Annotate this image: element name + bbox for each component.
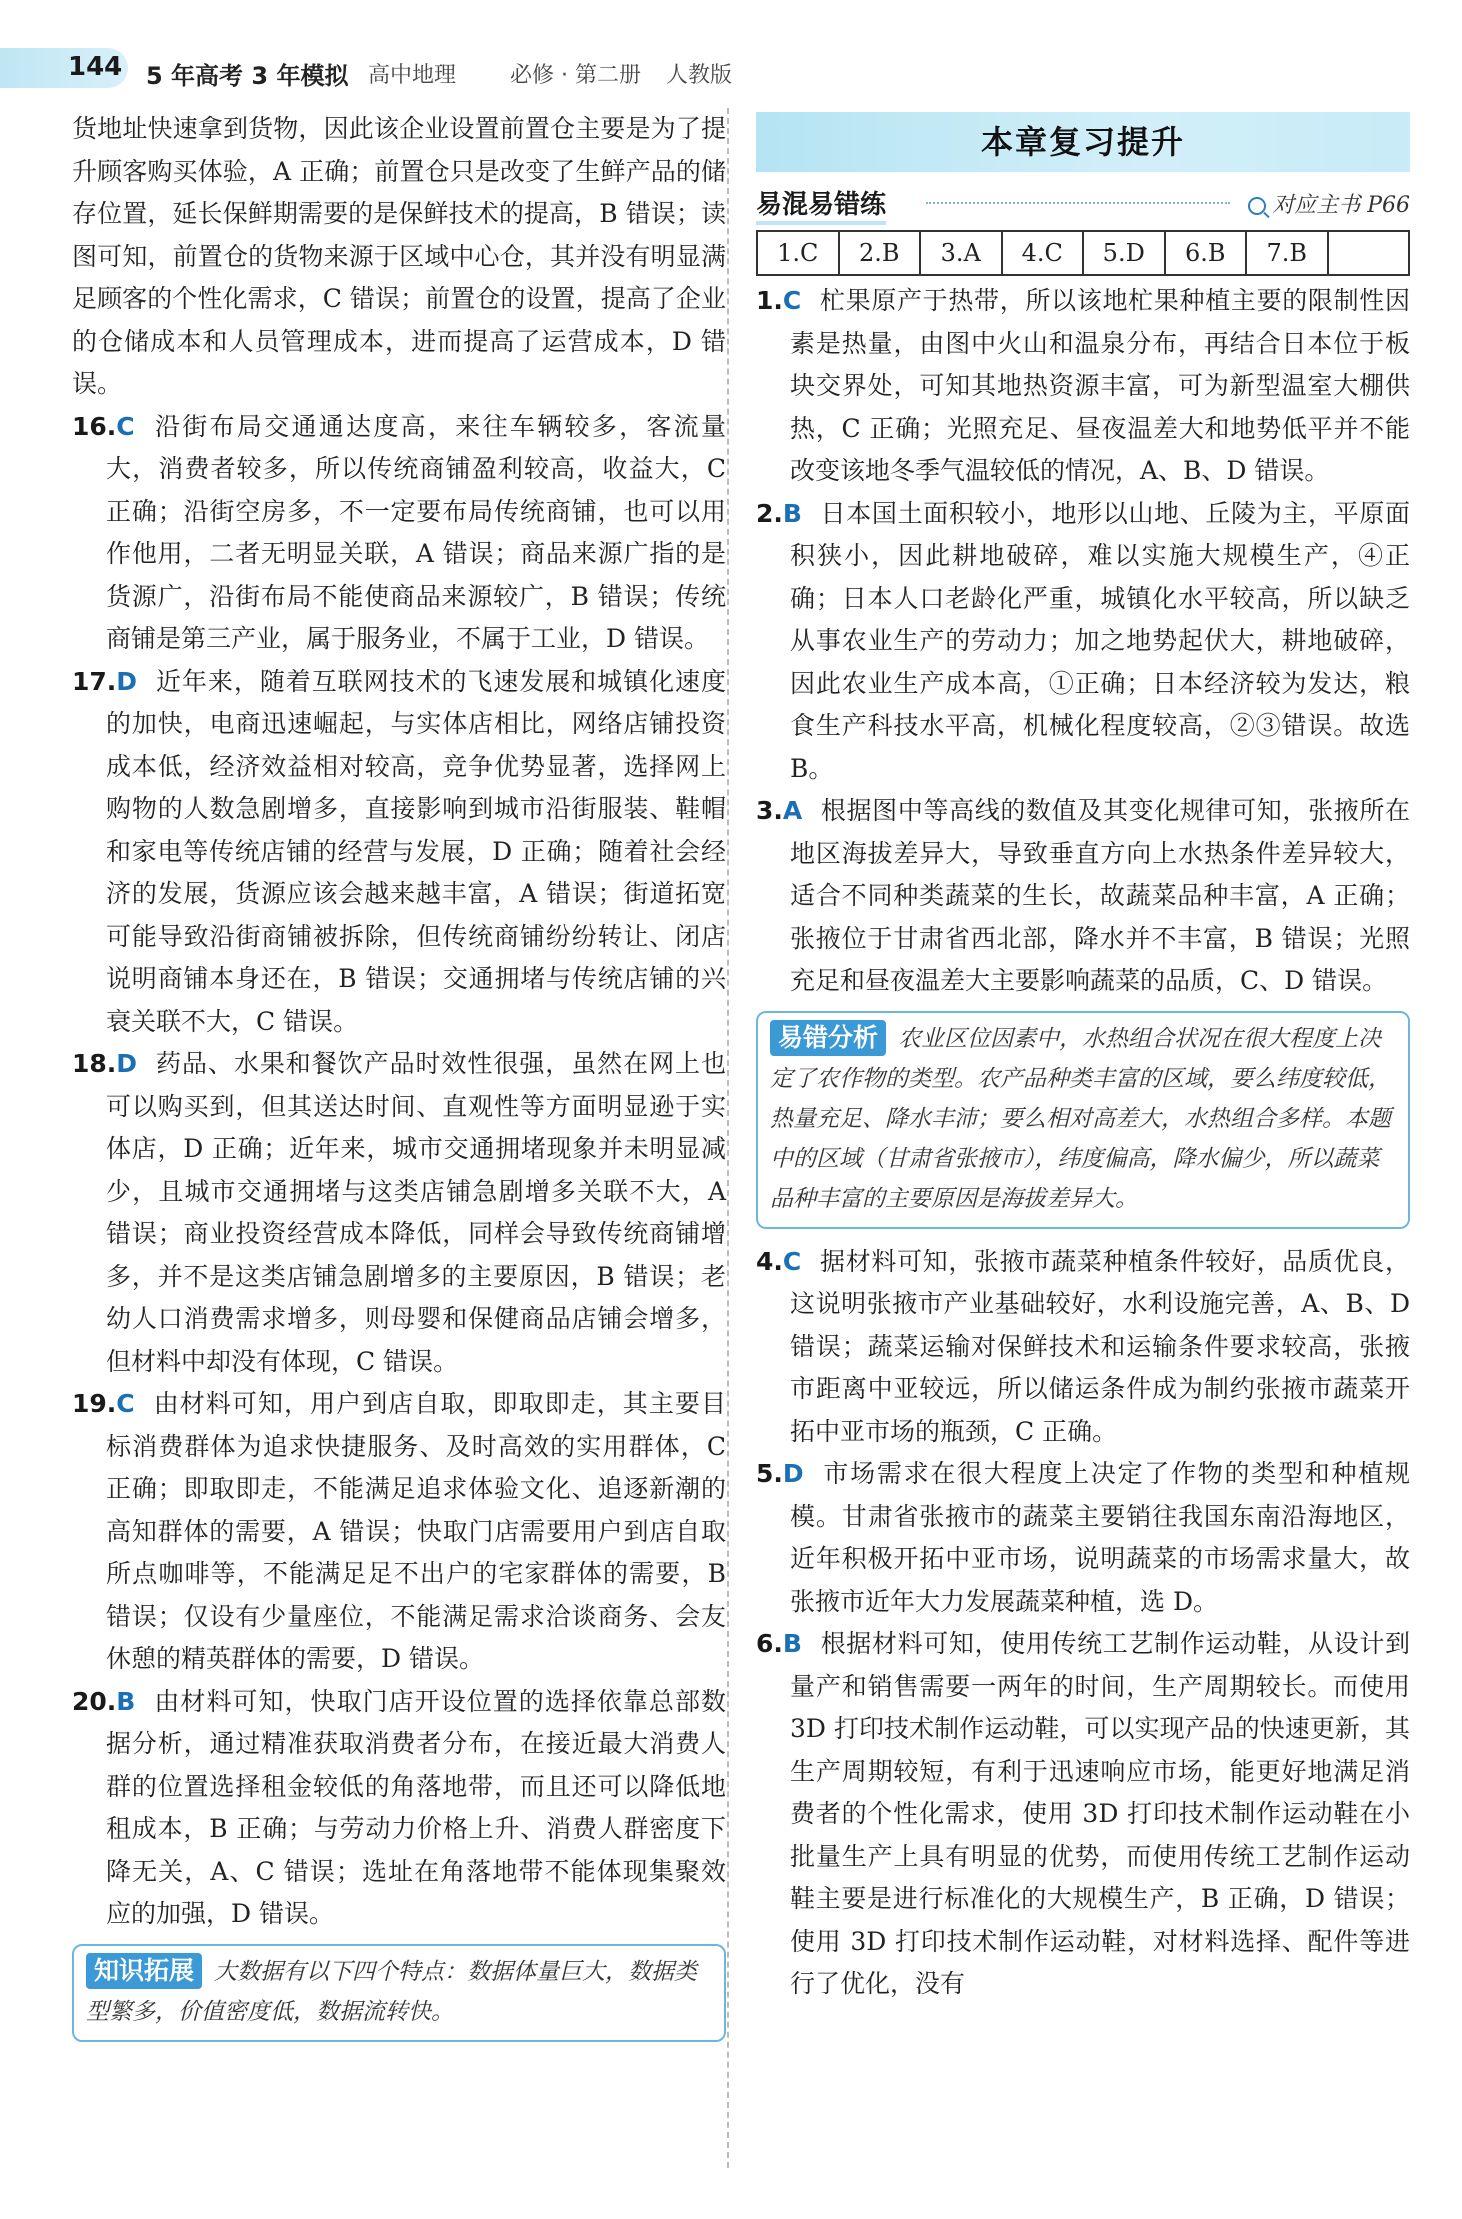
item-number: 5. — [756, 1459, 783, 1488]
item-answer: C — [116, 1389, 135, 1418]
item-explanation: 日本国土面积较小，地形以山地、丘陵为主，平原面积狭小，因此耕地破碎，难以实施大规模生产，④正确；日本人口老龄化严重，城镇化水平较高，所以缺乏从事农业生产的劳动力；加之地势起伏大，耕地破碎，因此农业生产成本高，①正确；日本经济较为发达，粮食生产科技水平高，机械化程度较高，②③错误。故选 B。 — [790, 498, 1410, 783]
answer-item-4 — [756, 1241, 1410, 1454]
item-explanation: 根据材料可知，使用传统工艺制作运动鞋，从设计到量产和销售需要一两年的时间，生产周期较长。而使用 3D 打印技术制作运动鞋，可以实现产品的快速更新，其生产周期较短，有利于迅速响应市场，能更好地满足消费者的个性化需求，使用 3D 打印技术制作运动鞋在小批量生产上具有明显的优势，而使用传统工艺制作运动鞋主要是进行标准化的大规模生产，B 正确，D 错误；使用 3D 打印技术制作运动鞋，对材料选择、配件等进行了优化，没有 — [790, 1629, 1410, 1998]
edition-label: 人教版 — [666, 63, 733, 88]
item-number: 4. — [756, 1246, 783, 1276]
item-explanation: 由材料可知，用户到店自取，即取即走，其主要目标消费群体为追求快捷服务、及时高效的实用群体，C 正确；即取即走，不能满足追求体验文化、追逐新潮的高知群体的需要，A 错误；快取门店需要用户到店自取所点咖啡等，不能满足足不出户的宅家群体的需要，B 错误；仅设有少量座位，不能满足需求洽谈商务、会友休憩的精英群体的需要，D 错误。 — [106, 1389, 726, 1673]
item-number: 18. — [72, 1049, 117, 1078]
item-number: 17. — [72, 666, 117, 696]
chapter-title: 本章复习提升 — [980, 123, 1185, 161]
page-header — [0, 48, 1462, 94]
item-answer: C — [782, 286, 802, 315]
answer-item-16 — [72, 406, 726, 661]
answer-cell: 4.C — [1002, 231, 1084, 275]
item-number: 3. — [756, 796, 783, 825]
item-answer: C — [782, 1246, 802, 1276]
left-column — [72, 108, 726, 2054]
chapter-banner — [756, 112, 1410, 172]
answer-item-19 — [72, 1383, 726, 1681]
answer-item-17 — [72, 661, 726, 1044]
answer-cell — [1328, 231, 1410, 275]
item-explanation: 根据图中等高线的数值及其变化规律可知，张掖所在地区海拔差异大，导致垂直方向上水热条件差异较大，适合不同种类蔬菜的生长，故蔬菜品种丰富，A 正确；张掖位于甘肃省西北部，降水并不丰富，B 错误；光照充足和昼夜温差大主要影响蔬菜的品质，C、D 错误。 — [790, 796, 1410, 995]
answer-cell: 5.D — [1083, 231, 1165, 275]
item-answer: C — [116, 411, 135, 441]
item-answer: B — [782, 498, 802, 528]
item-number: 20. — [72, 1686, 117, 1716]
answer-item-5 — [756, 1453, 1410, 1623]
answer-cell: 1.C — [757, 231, 839, 275]
answer-item-1 — [756, 280, 1410, 493]
box-tag: 知识拓展 — [86, 1953, 202, 1989]
item-explanation: 沿街布局交通通达度高，来往车辆较多，客流量大，消费者较多，所以传统商铺盈利较高，收益大，C 正确；沿街空房多，不一定要布局传统商铺，也可以用作他用，二者无明显关联，A 错误；商品来源广指的是货源广，沿街布局不能使商品来源较广，B 错误；传统商铺是第三产业，属于服务业，不属于工业，D 错误。 — [106, 411, 726, 653]
subject-label: 高中地理 — [368, 63, 457, 88]
answer-key-table — [756, 230, 1410, 276]
item-answer: D — [116, 666, 138, 696]
answer-item-6 — [756, 1623, 1410, 2006]
item-explanation: 药品、水果和餐饮产品时效性很强，虽然在网上也可以购买到，但其送达时间、直观性等方面明显逊于实体店，D 正确；近年来，城市交通拥堵现象并未明显减少，且城市交通拥堵与这类店铺急剧增多关联不大，A 错误；商业投资经营成本降低，同样会导致传统商铺增多，并不是这类店铺急剧增多的主要原因，B 错误；老幼人口消费需求增多，则母婴和保健商品店铺会增多，但材料中却没有体现，C 错误。 — [106, 1049, 726, 1376]
box-text: 大数据有以下四个特点：数据体量巨大，数据类型繁多，价值密度低，数据流转快。 — [86, 1958, 698, 2025]
knowledge-extension-box — [72, 1944, 726, 2042]
answer-cell: 6.B — [1165, 231, 1247, 275]
book-reference — [1248, 188, 1410, 219]
answer-item-18 — [72, 1043, 726, 1383]
book-volume-label: 必修 · 第二册 — [510, 63, 641, 88]
reference-text: 对应主书 P66 — [1272, 193, 1410, 218]
item-answer: A — [782, 796, 803, 825]
box-tag: 易错分析 — [770, 1020, 886, 1056]
item-number: 16. — [72, 411, 117, 441]
box-text: 农业区位因素中，水热组合状况在很大程度上决定了农作物的类型。农产品种类丰富的区域，要么纬度较低，热量充足、降水丰沛；要么相对高差大，水热组合多样。本题中的区域（甘肃省张掖市），纬度偏高，降水偏少，所以蔬菜品种丰富的主要原因是海拔差异大。 — [770, 1025, 1391, 1212]
item-number: 19. — [72, 1389, 117, 1418]
continued-explanation: 货地址快速拿到货物，因此该企业设置前置仓主要是为了提升顾客购买体验，A 正确；前置仓只是改变了生鲜产品的储存位置，延长保鲜期需要的是保鲜技术的提高，B 错误；读图可知，前置仓的货物来源于区域中心仓，其并没有明显满足顾客的个性化需求，C 错误；前置仓的设置，提高了企业的仓储成本和人员管理成本，进而提高了运营成本，D 错误。 — [72, 114, 726, 398]
book-series-title: 5 年高考 3 年模拟 — [146, 62, 349, 90]
answer-item-20 — [72, 1681, 726, 1936]
item-number: 1. — [756, 286, 783, 315]
column-divider — [727, 108, 729, 2168]
error-analysis-box — [756, 1011, 1410, 1229]
item-number: 2. — [756, 498, 783, 528]
dotted-leader — [926, 202, 1230, 204]
section-header — [756, 180, 1410, 226]
page-number: 144 — [68, 52, 123, 82]
item-explanation: 杧果原产于热带，所以该地杧果种植主要的限制性因素是热量，由图中火山和温泉分布，再结合日本位于板块交界处，可知其地热资源丰富，可为新型温室大棚供热，C 正确；光照充足、昼夜温差大和地势低平并不能改变该地冬季气温较低的情况，A、B、D 错误。 — [790, 286, 1410, 485]
item-answer: D — [116, 1049, 138, 1078]
item-explanation: 市场需求在很大程度上决定了作物的类型和种植规模。甘肃省张掖市的蔬菜主要销往我国东南沿海地区，近年积极开拓中亚市场，说明蔬菜的市场需求量大，故张掖市近年大力发展蔬菜种植，选 D。 — [790, 1459, 1410, 1616]
item-answer: B — [116, 1686, 136, 1716]
answer-cell: 2.B — [839, 231, 921, 275]
table-row — [757, 231, 1409, 275]
item-explanation: 由材料可知，快取门店开设位置的选择依靠总部数据分析，通过精准获取消费者分布，在接近最大消费人群的位置选择租金较低的角落地带，而且还可以降低地租成本，B 正确；与劳动力价格上升、消费人群密度下降无关，A、C 错误；选址在角落地带不能体现集聚效应的加强，D 错误。 — [106, 1686, 726, 1928]
answer-cell: 7.B — [1246, 231, 1328, 275]
answer-item-2 — [756, 493, 1410, 791]
item-answer: B — [782, 1629, 802, 1658]
answer-cell: 3.A — [920, 231, 1002, 275]
section-title: 易混易错练 — [756, 184, 886, 225]
search-icon — [1248, 197, 1266, 215]
item-answer: D — [782, 1459, 804, 1488]
answer-item-3 — [756, 790, 1410, 1003]
item-explanation: 近年来，随着互联网技术的飞速发展和城镇化速度的加快，电商迅速崛起，与实体店相比，网络店铺投资成本低，经济效益相对较高，竞争优势显著，选择网上购物的人数急剧增多，直接影响到城市沿街服装、鞋帽和家电等传统店铺的经营与发展，D 正确；随着社会经济的发展，货源应该会越来越丰富，A 错误；街道拓宽可能导致沿街商铺被拆除，但传统商铺纷纷转让、闭店说明商铺本身还在，B 错误；交通拥堵与传统店铺的兴衰关联不大，C 错误。 — [106, 666, 726, 1036]
item-number: 6. — [756, 1629, 783, 1658]
right-column — [756, 108, 1410, 2006]
item-explanation: 据材料可知，张掖市蔬菜种植条件较好，品质优良，这说明张掖市产业基础较好，水利设施完善，A、B、D 错误；蔬菜运输对保鲜技术和运输条件要求较高，张掖市距离中亚较远，所以储运条件成为制约张掖市蔬菜开拓中亚市场的瓶颈，C 正确。 — [790, 1246, 1410, 1446]
page-number-tab — [0, 48, 128, 88]
